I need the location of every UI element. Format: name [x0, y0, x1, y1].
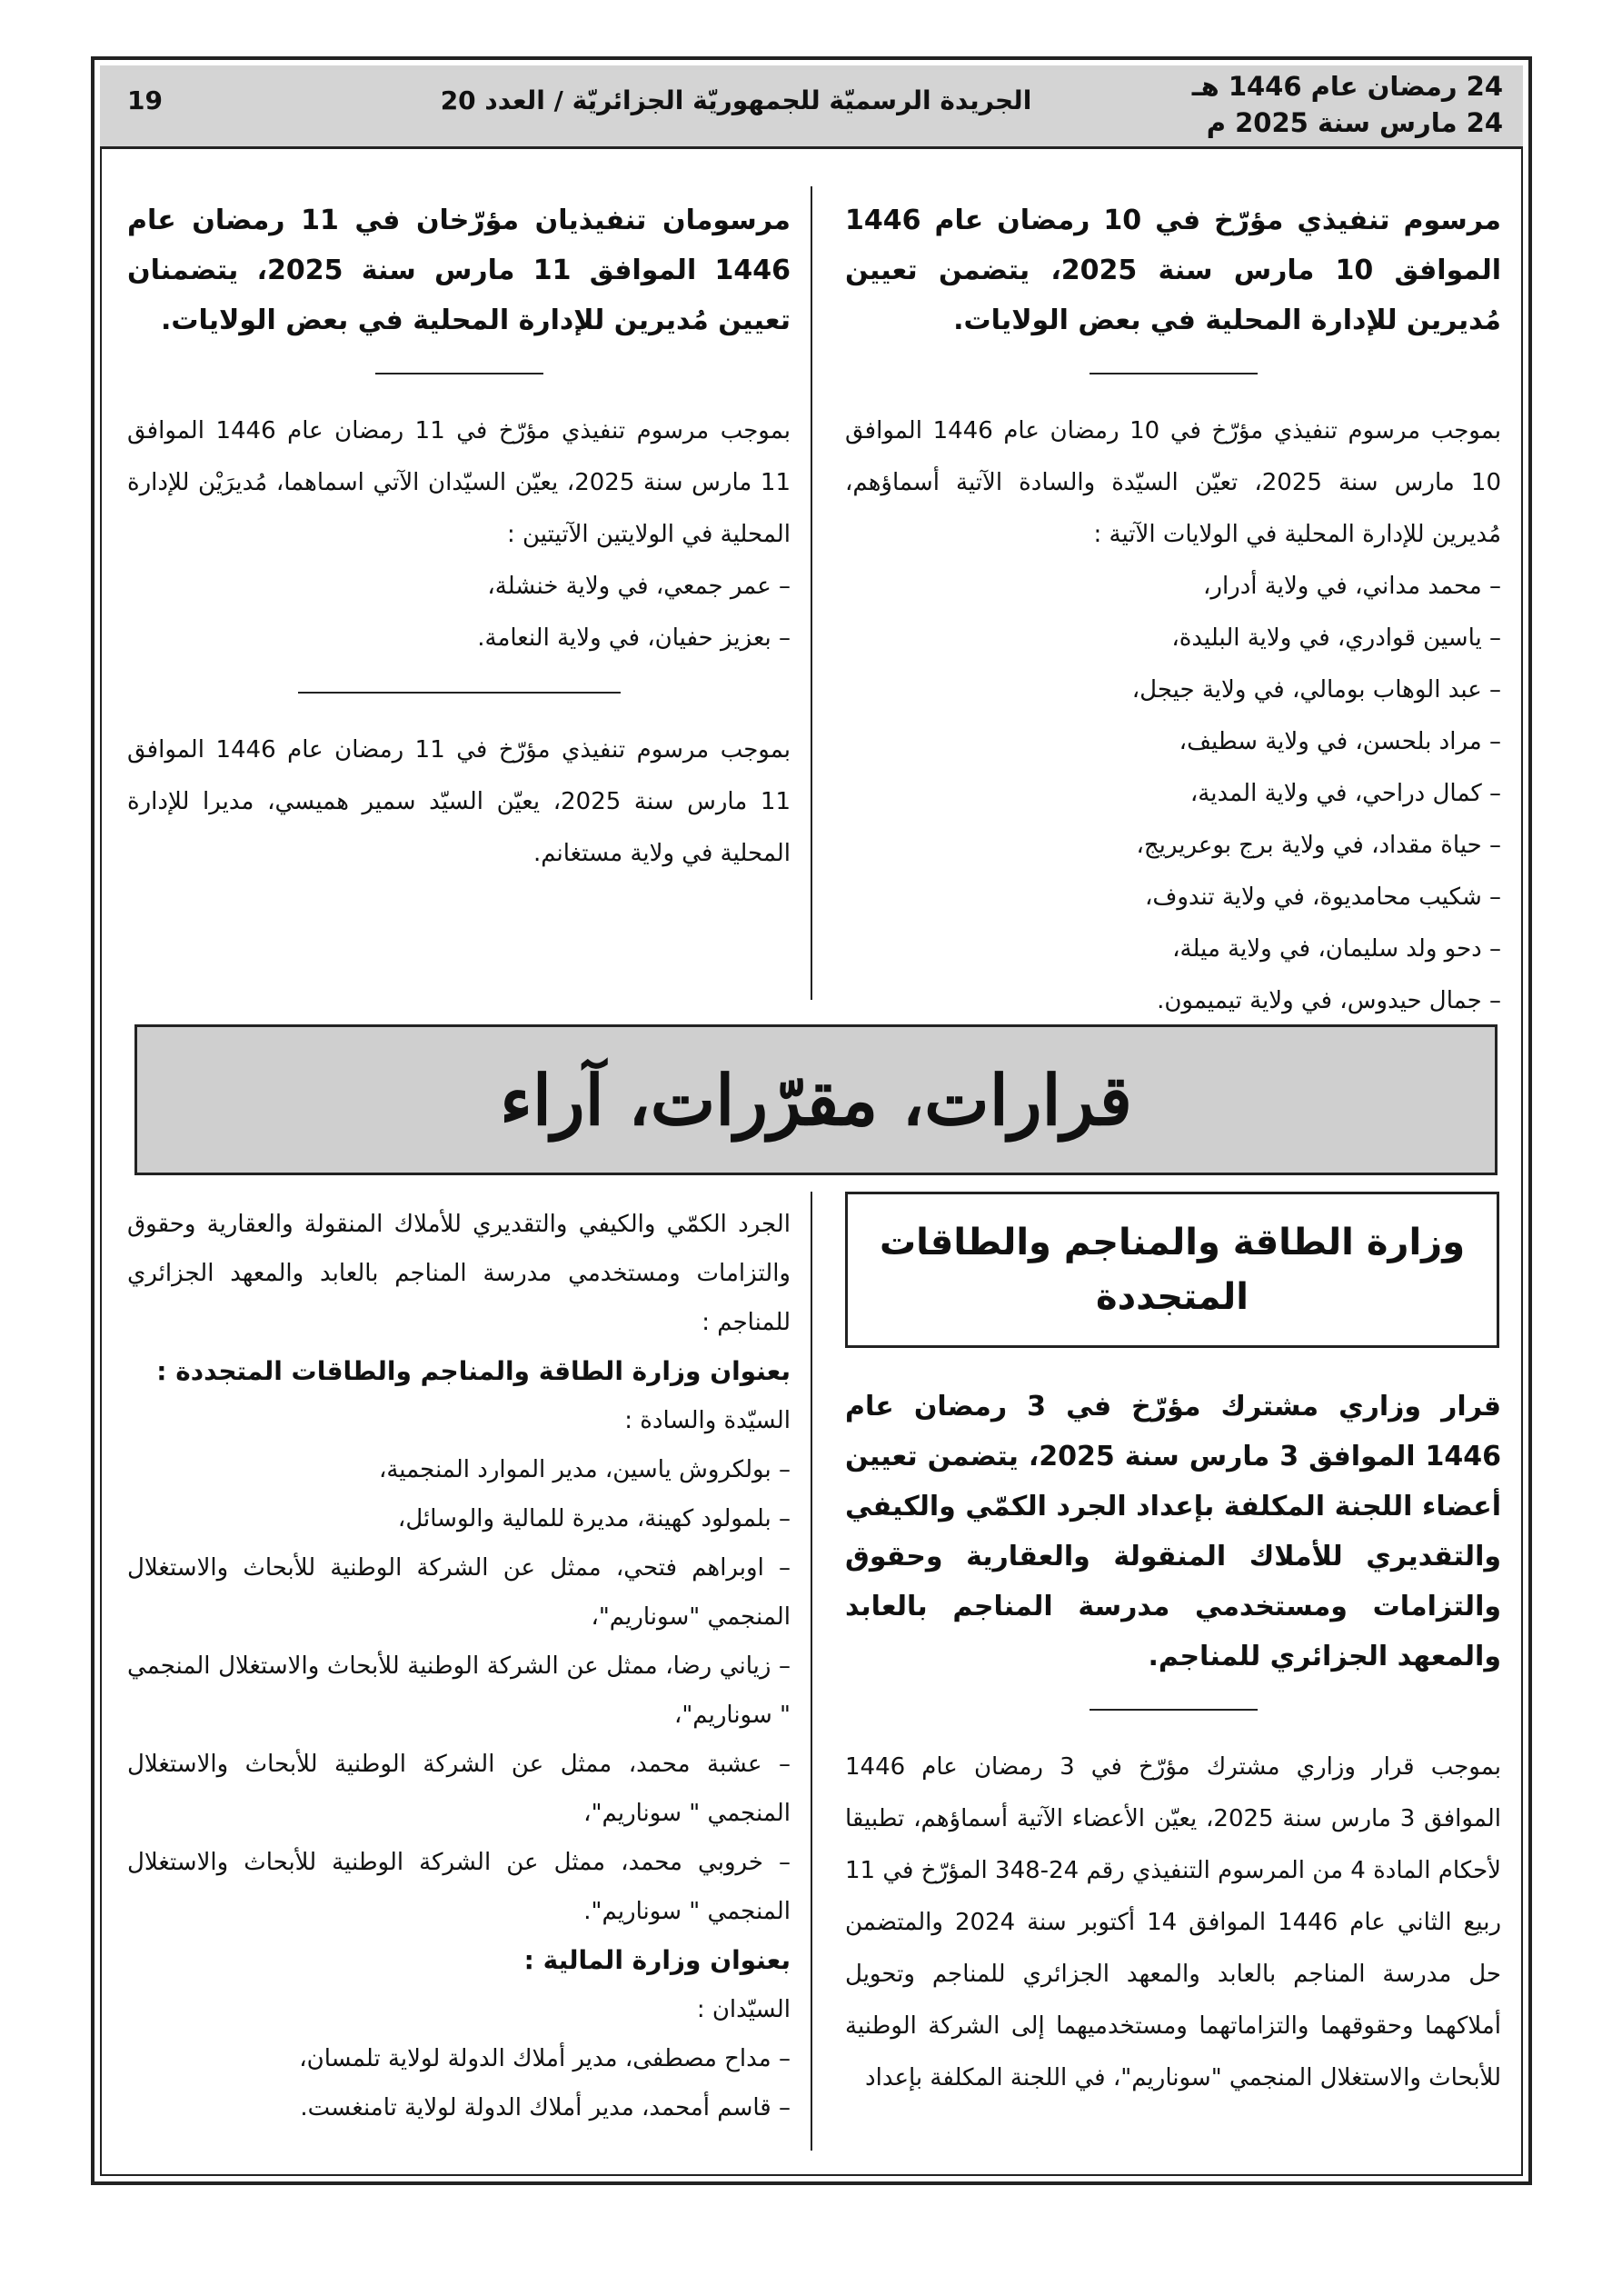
list-item: – مداح مصطفى، مدير أملاك الدولة لولاية تلمسان،	[127, 2034, 791, 2083]
list-item: – عبد الوهاب بومالي، في ولاية جيجل،	[845, 664, 1501, 716]
order-body: بموجب قرار وزاري مشترك مؤرّخ في 3 رمضان عام 1446 الموافق 3 مارس سنة 2025، يعيّن الأعضاء الآتية أسماؤهم، تطبيقا لأحكام المادة 4 من المرسوم التنفيذي رقم 24-348 المؤرّخ في 11 ربيع الثاني عام 1446 الموافق 14 أكتوبر سنة 2024 والمتضمن حل مدرسة المناجم بالعابد والمعهد الجزائري للمناجم وتحويل أملاكهما وحقوقهما والتزاماتهما ومستخدميهما إلى الشركة الوطنية للأبحاث والاستغلال المنجمي "سوناريم"، في اللجنة المكلفة بإعداد	[845, 1753, 1502, 2091]
member-list	[127, 1445, 791, 1936]
list-item: – بعزيز حفيان، في ولاية النعامة.	[127, 613, 791, 664]
list-item: – ياسين قوادري، في ولاية البليدة،	[845, 613, 1501, 664]
section-intro: السيّدة والسادة :	[624, 1407, 791, 1434]
decree-intro: بموجب مرسوم تنفيذي مؤرّخ في 11 رمضان عام 1446 الموافق 11 مارس سنة 2025، يعيّن السيّدان الآتي اسماهما، مُديرَيْن للإدارة المحلية في الولايتين الآتيتين :	[127, 417, 791, 548]
list-item: – خروبي محمد، ممثل عن الشركة الوطنية للأبحاث والاستغلال المنجمي " سوناريم".	[127, 1838, 791, 1936]
separator-rule	[1090, 1709, 1258, 1711]
list-item: – بولكروش ياسين، مدير الموارد المنجمية،	[127, 1445, 791, 1494]
column-rule-bottom	[811, 1192, 812, 2151]
header-date-hijri: 24 رمضان عام 1446 هـ	[1191, 71, 1503, 102]
order-title: قرار وزاري مشترك مؤرّخ في 3 رمضان عام 1446 الموافق 3 مارس سنة 2025، يتضمن تعيين أعضاء اللجنة المكلفة بإعداد الجرد الكمّي والكيفي والتقديري للأملاك المنقولة والعقارية وحقوق والتزامات ومستخدمي مدرسة المناجم بالعابد والمعهد الجزائري للمناجم.	[845, 1391, 1502, 1672]
decree-title: مرسومان تنفيذيان مؤرّخان في 11 رمضان عام 1446 الموافق 11 مارس سنة 2025، يتضمنان تعيين مُديرين للإدارة المحلية في بعض الولايات.	[127, 205, 791, 336]
decree-intro: بموجب مرسوم تنفيذي مؤرّخ في 11 رمضان عام 1446 الموافق 11 مارس سنة 2025، يعيّن السيّد سمير هميسي، مديرا للإدارة المحلية في ولاية مستغانم.	[127, 736, 791, 867]
list-item: – عمر جمعي، في ولاية خنشلة،	[127, 561, 791, 613]
member-list	[127, 2034, 791, 2132]
decree-title: مرسوم تنفيذي مؤرّخ في 10 رمضان عام 1446 الموافق 10 مارس سنة 2025، يتضمن تعيين مُديرين للإدارة المحلية في بعض الولايات.	[845, 205, 1501, 336]
committee-members	[127, 1200, 791, 2132]
ministry-name: وزارة الطاقة والمناجم والطاقات المتجددة	[879, 1222, 1466, 1318]
joint-ministerial-order	[845, 1382, 1501, 2104]
header-date-gregorian: 24 مارس سنة 2025 م	[1206, 107, 1503, 138]
list-item: – اوبراهم فتحي، ممثل عن الشركة الوطنية للأبحاث والاستغلال المنجمي "سوناريم"،	[127, 1543, 791, 1642]
list-item: – عشبة محمد، ممثل عن الشركة الوطنية للأبحاث والاستغلال المنجمي " سوناريم"،	[127, 1740, 791, 1838]
gazette-header	[100, 65, 1523, 149]
list-item: – بلمولود كهينة، مديرة للمالية والوسائل،	[127, 1494, 791, 1543]
list-item: – جمال حيدوس، في ولاية تيميمون.	[845, 975, 1501, 1027]
section-banner-text: قرارات، مقرّرات، آراء	[500, 1059, 1132, 1141]
appointee-list	[845, 561, 1501, 1027]
list-item: – قاسم أمحمد، مدير أملاك الدولة لولاية تامنغست.	[127, 2083, 791, 2132]
list-item: – كمال دراحي، في ولاية المدية،	[845, 768, 1501, 820]
section-heading: بعنوان وزارة المالية :	[523, 1945, 791, 1975]
decrees-march-11	[127, 195, 791, 880]
list-item: – مراد بلحسن، في ولاية سطيف،	[845, 716, 1501, 768]
list-item: – شكيب محامديوة، في ولاية تندوف،	[845, 872, 1501, 923]
list-item: – زياني رضا، ممثل عن الشركة الوطنية للأبحاث والاستغلال المنجمي " سوناريم"،	[127, 1642, 791, 1740]
list-item: – محمد مداني، في ولاية أدرار،	[845, 561, 1501, 613]
separator-rule	[375, 373, 543, 374]
ministry-box	[845, 1192, 1499, 1348]
section-intro: السيّدان :	[696, 1996, 791, 2023]
header-page-number: 19	[127, 85, 163, 115]
decree-intro: بموجب مرسوم تنفيذي مؤرّخ في 10 رمضان عام 1446 الموافق 10 مارس سنة 2025، تعيّن السيّدة والسادة الآتية أسماؤهم، مُديرين للإدارة المحلية في الولايات الآتية :	[845, 417, 1501, 548]
section-heading: بعنوان وزارة الطاقة والمناجم والطاقات المتجددة :	[156, 1356, 791, 1386]
header-gazette-title: الجريدة الرسميّة للجمهوريّة الجزائريّة / العدد 20	[440, 85, 1032, 115]
decree-march-10	[845, 195, 1501, 1027]
appointee-list	[127, 561, 791, 664]
list-item: – حياة مقداد، في ولاية برج بوعريريج،	[845, 820, 1501, 872]
section-banner	[134, 1024, 1498, 1175]
list-item: – دحو ولد سليمان، في ولاية ميلة،	[845, 923, 1501, 975]
column-rule-top	[811, 186, 812, 1000]
separator-rule	[1090, 373, 1258, 374]
separator-rule	[298, 692, 621, 694]
order-continuation: الجرد الكمّي والكيفي والتقديري للأملاك المنقولة والعقارية وحقوق والتزامات ومستخدمي مدرسة المناجم بالعابد والمعهد الجزائري للمناجم :	[127, 1211, 791, 1336]
